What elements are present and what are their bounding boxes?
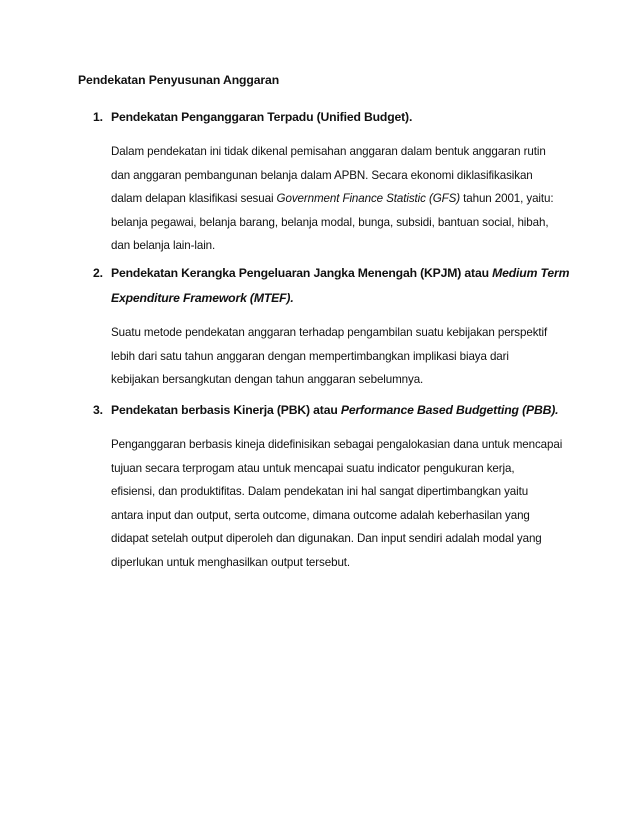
body-line: tujuan secara terprogam atau untuk mencapai suatu indicator pengukuran kerja,	[111, 461, 515, 475]
section-3-heading-line	[111, 398, 573, 423]
body-text: tahun 2001, yaitu:	[460, 192, 554, 206]
section-1-number: 1.	[93, 110, 103, 124]
heading-italic-term: Expenditure Framework (MTEF).	[111, 291, 294, 305]
gfs-term: Government Finance Statistic (GFS)	[276, 192, 460, 206]
body-line: belanja pegawai, belanja barang, belanja modal, bunga, subsidi, bantuan social, hibah,	[111, 215, 549, 229]
body-line: Dalam pendekatan ini tidak dikenal pemisahan anggaran dalam bentuk anggaran rutin	[111, 145, 546, 158]
heading-italic-term: Performance Based Budgetting (PBB).	[340, 403, 559, 417]
body-line: Suatu metode pendekatan anggaran terhadap pengambilan suatu kebijakan perspektif	[111, 326, 548, 339]
section-2	[93, 261, 573, 392]
section-3-number: 3.	[93, 403, 103, 417]
body-line: efisiensi, dan produktifitas. Dalam pendekatan ini hal sangat dipertimbangkan yaitu	[111, 485, 529, 499]
body-text: dalam delapan klasifikasi sesuai	[111, 192, 277, 206]
section-3	[93, 398, 573, 575]
section-1-heading	[93, 105, 573, 130]
body-line: Penganggaran berbasis kineja didefinisikan sebagai pengalokasian dana untuk mencapai	[111, 438, 563, 451]
section-2-heading-line	[111, 286, 573, 311]
heading-text: Pendekatan Kerangka Pengeluaran Jangka Menengah (KPJM) atau	[111, 266, 493, 280]
section-3-body	[93, 433, 573, 575]
heading-italic-term: Medium Term	[492, 266, 570, 280]
section-1-heading-text: Pendekatan Penganggaran Terpadu (Unified Budget).	[111, 110, 413, 124]
body-line: lebih dari satu tahun anggaran dengan mempertimbangkan implikasi biaya dari	[111, 349, 509, 363]
section-1-body	[93, 140, 573, 258]
section-1	[93, 105, 573, 258]
body-line: dan belanja lain-lain.	[111, 239, 216, 253]
document-title: Pendekatan Penyusunan Anggaran	[78, 73, 280, 87]
body-line	[111, 187, 573, 211]
section-3-heading	[93, 398, 573, 423]
section-2-number: 2.	[93, 266, 103, 280]
body-line: didapat setelah output diperoleh dan digunakan. Dan input sendiri adalah modal yang	[111, 532, 542, 546]
section-2-heading-line	[111, 261, 573, 286]
body-line: diperlukan untuk menghasilkan output tersebut.	[111, 555, 351, 569]
section-2-heading	[93, 261, 573, 311]
body-line: antara input dan output, serta outcome, dimana outcome adalah keberhasilan yang	[111, 508, 530, 522]
body-line: kebijakan bersangkutan dengan tahun anggaran sebelumnya.	[111, 373, 424, 387]
section-2-body	[93, 321, 573, 392]
body-line: dan anggaran pembangunan belanja dalam APBN. Secara ekonomi diklasifikasikan	[111, 168, 533, 182]
heading-text: Pendekatan berbasis Kinerja (PBK) atau	[111, 403, 341, 417]
